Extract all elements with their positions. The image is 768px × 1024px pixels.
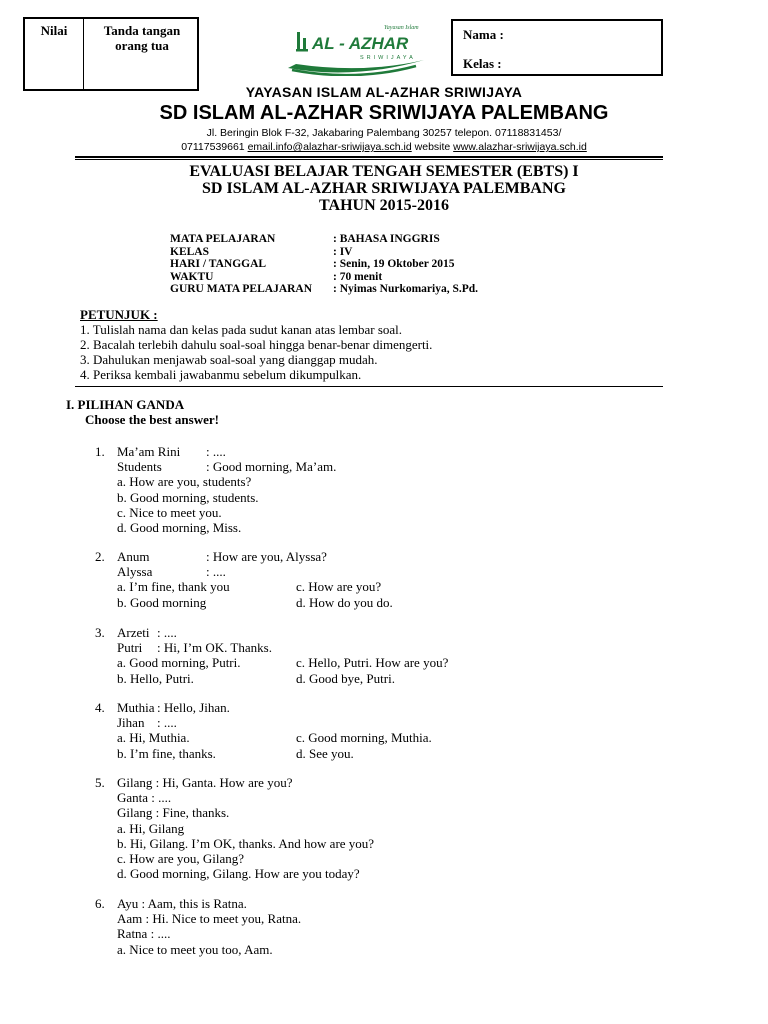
dialogue-text: : Fine, thanks.	[152, 805, 230, 821]
info-key: HARI / TANGGAL	[170, 258, 267, 270]
answer-option: c. Hello, Putri. How are you?	[296, 655, 449, 671]
dialogue-text: : Aam, this is Ratna.	[138, 896, 247, 911]
instruction-item: 2. Bacalah terlebih dahulu soal-soal hingga benar-benar dimengerti.	[80, 337, 433, 352]
answer-option: a. Nice to meet you too, Aam.	[117, 941, 273, 957]
dialogue-text: : ....	[206, 444, 226, 459]
dialogue-line	[117, 926, 170, 941]
dialogue-speaker: Muthia	[117, 700, 155, 715]
dialogue-line	[117, 896, 247, 911]
exam-title-1: EVALUASI BELAJAR TENGAH SEMESTER (EBTS) I	[189, 163, 579, 180]
logo-small-text: Yayasan Islam	[384, 25, 419, 31]
dialogue-text: : Hi, I’m OK. Thanks.	[157, 640, 272, 656]
question-number: 1.	[95, 444, 105, 459]
dialogue-speaker: Ratna	[117, 926, 148, 942]
dialogue-text: : ....	[157, 625, 177, 640]
info-key: GURU MATA PELAJARAN	[170, 283, 313, 295]
answer-option: d. Good bye, Putri.	[296, 670, 395, 686]
info-key: WAKTU	[170, 271, 214, 283]
info-value: : IV	[333, 246, 353, 258]
dialogue-text: : Good morning, Ma’am.	[206, 459, 337, 475]
dialogue-speaker: Gilang	[117, 775, 153, 790]
dialogue-speaker: Students	[117, 459, 162, 475]
answer-option: c. How are you?	[296, 579, 382, 595]
info-key: KELAS	[170, 246, 209, 258]
question-number: 4.	[95, 700, 105, 715]
foundation-name: YAYASAN ISLAM AL-AZHAR SRIWIJAYA	[245, 84, 523, 100]
question-number: 2.	[95, 549, 105, 564]
dialogue-line	[117, 911, 301, 926]
instructions-heading: PETUNJUK :	[80, 307, 158, 322]
dialogue-text: : ....	[148, 790, 172, 806]
answer-option: c. How are you, Gilang?	[117, 851, 245, 866]
info-value: : BAHASA INGGRIS	[333, 233, 440, 245]
info-value: : Senin, 19 Oktober 2015	[333, 258, 455, 270]
dialogue-line	[117, 775, 292, 790]
dialogue-speaker: Aam	[117, 911, 143, 927]
dialogue-speaker: Ma’am Rini	[117, 444, 181, 459]
section-instruction: Choose the best answer!	[85, 412, 219, 427]
dialogue-speaker: Alyssa	[117, 564, 153, 580]
instruction-item: 4. Periksa kembali jawabanmu sebelum dikumpulkan.	[80, 367, 362, 382]
answer-option: a. I’m fine, thank you	[117, 579, 230, 595]
dialogue-speaker: Jihan	[117, 715, 145, 731]
school-name: SD ISLAM AL-AZHAR SRIWIJAYA PALEMBANG	[159, 102, 609, 124]
dialogue-speaker: Anum	[117, 549, 150, 564]
instruction-item: 1. Tulislah nama dan kelas pada sudut kanan atas lembar soal.	[80, 322, 403, 337]
answer-option: a. How are you, students?	[117, 474, 252, 490]
nilai-label: Nilai	[40, 23, 68, 38]
dialogue-speaker: Ayu	[117, 896, 139, 911]
dialogue-speaker: Gilang	[117, 805, 153, 821]
answer-option: b. Good morning	[117, 594, 207, 610]
website-label: website	[414, 141, 451, 153]
answer-option: a. Good morning, Putri.	[117, 655, 241, 671]
logo-main-text: AL - AZHAR	[312, 34, 409, 53]
info-value: : 70 menit	[333, 271, 383, 283]
question-number: 6.	[95, 896, 105, 911]
dialogue-text: : ....	[157, 715, 177, 731]
dialogue-text: : Hello, Jihan.	[157, 700, 230, 715]
answer-option: d. See you.	[296, 745, 354, 761]
question-number: 3.	[95, 625, 105, 640]
dialogue-text: : How are you, Alyssa?	[206, 549, 327, 564]
instruction-item: 3. Dahulukan menjawab soal-soal yang dianggap mudah.	[80, 352, 378, 367]
email-link[interactable]: email.info@alazhar-sriwijaya.sch.id	[247, 141, 412, 153]
answer-option: d. Good morning, Miss.	[117, 520, 242, 535]
dialogue-text: : ....	[206, 564, 226, 580]
answer-option: a. Hi, Muthia.	[117, 730, 190, 746]
answer-option: b. Hi, Gilang. I’m OK, thanks. And how are you?	[117, 835, 375, 851]
website-link[interactable]: www.alazhar-sriwijaya.sch.id	[453, 141, 587, 153]
phone-number: 07117539661	[181, 141, 245, 153]
dialogue-speaker: Arzeti	[117, 625, 150, 640]
address-line-1: Jl. Beringin Blok F-32, Jakabaring Palembang 30257 telepon. 07118831453/	[206, 127, 562, 139]
exam-title-2: SD ISLAM AL-AZHAR SRIWIJAYA PALEMBANG	[202, 180, 566, 197]
nama-label: Nama :	[463, 27, 504, 42]
answer-option: d. Good morning, Gilang. How are you today?	[117, 866, 360, 882]
answer-option: b. Hello, Putri.	[117, 670, 194, 686]
section-title: I. PILIHAN GANDA	[66, 397, 185, 412]
dialogue-speaker: Ganta	[117, 790, 149, 806]
dialogue-text: : ....	[147, 926, 171, 942]
info-key: MATA PELAJARAN	[170, 233, 276, 245]
answer-option: d. How do you do.	[296, 594, 393, 610]
dialogue-speaker: Putri	[117, 640, 143, 656]
dialogue-text: : Hi. Nice to meet you, Ratna.	[142, 911, 302, 927]
dialogue-line	[117, 805, 229, 820]
question-number: 5.	[95, 775, 105, 790]
info-value: : Nyimas Nurkomariya, S.Pd.	[333, 283, 479, 295]
answer-option: c. Nice to meet you.	[117, 504, 222, 520]
answer-option: a. Hi, Gilang	[117, 820, 185, 836]
dialogue-line	[117, 790, 171, 805]
dialogue-text: : Hi, Ganta. How are you?	[152, 775, 293, 790]
answer-option: b. I’m fine, thanks.	[117, 745, 216, 761]
kelas-label: Kelas :	[463, 56, 502, 71]
logo-sub-text: SRIWIJAYA	[360, 55, 416, 61]
ttd-label: Tanda tangan orang tua	[103, 23, 181, 53]
exam-title-3: TAHUN 2015-2016	[319, 197, 449, 214]
answer-option: c. Good morning, Muthia.	[296, 730, 432, 746]
answer-option: b. Good morning, students.	[117, 489, 259, 505]
